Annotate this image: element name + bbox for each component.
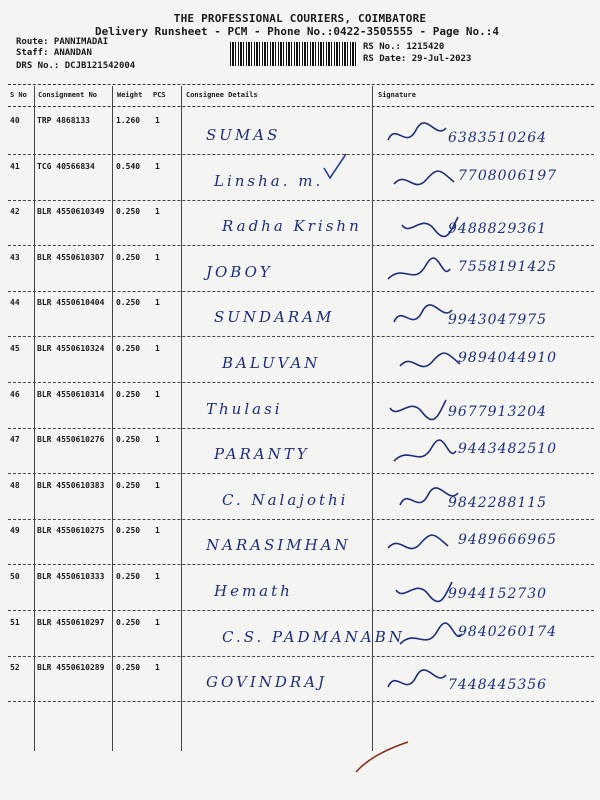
consignee-name: C. Nalajothi (222, 490, 349, 509)
consignee-name: Radha Krishn (222, 217, 362, 236)
runsheet-subtitle: Delivery Runsheet - PCM - Phone No.:0422-3505555 - Page No.:4 (95, 25, 499, 38)
rs-date: RS Date: 29-Jul-2023 (363, 54, 472, 64)
check-mark (320, 152, 350, 182)
consignment-number: BLR 4550610349 (37, 207, 105, 217)
consignment-number: BLR 4550610383 (37, 480, 105, 490)
pieces-value: 1 (155, 116, 160, 125)
weight-value: 0.250 (116, 435, 141, 445)
runsheet-row (0, 110, 600, 155)
consignee-name: C.S. PADMANABN (222, 627, 405, 646)
signature-scribble (386, 120, 456, 152)
serial-number: 50 (10, 572, 20, 581)
serial-number: 52 (10, 663, 20, 673)
signature-scribble (386, 667, 456, 699)
consignment-number: BLR 4550610297 (37, 617, 105, 627)
signature-scribble (392, 302, 462, 334)
pieces-value: 1 (155, 617, 160, 627)
consignment-number: BLR 4550610333 (37, 572, 105, 581)
signature-scribble (398, 211, 468, 243)
runsheet-row (0, 201, 600, 246)
company-title: THE PROFESSIONAL COURIERS, COIMBATORE (173, 12, 427, 25)
weight-value: 0.250 (116, 617, 141, 627)
signature-scribble (398, 622, 468, 654)
pen-mark (352, 738, 412, 778)
col-header-signature: Signature (378, 91, 416, 99)
consignee-phone: 9488829361 (448, 221, 548, 238)
consignment-number: TRP 4868133 (37, 116, 90, 125)
col-header-consignment: Consignment No (38, 91, 98, 99)
signature-scribble (386, 394, 456, 426)
serial-number: 49 (10, 526, 20, 536)
runsheet-row (0, 612, 600, 657)
weight-value: 0.540 (116, 161, 141, 171)
consignee-phone: 9677913204 (448, 403, 548, 420)
signature-scribble (392, 439, 462, 471)
consignee-name: GOVINDRAJ (206, 673, 328, 692)
pieces-value: 1 (155, 526, 160, 536)
runsheet-row (0, 247, 600, 292)
serial-number: 45 (10, 344, 20, 353)
weight-value: 0.250 (116, 663, 141, 673)
serial-number: 44 (10, 298, 20, 308)
row-divider (8, 701, 594, 702)
consignment-number: BLR 4550610314 (37, 389, 105, 399)
header-divider-bottom (8, 106, 594, 107)
serial-number: 40 (10, 116, 20, 125)
signature-scribble (386, 257, 456, 289)
runsheet-row (0, 156, 600, 201)
consignee-name: SUMAS (206, 126, 281, 144)
signature-scribble (392, 166, 462, 198)
serial-number: 51 (10, 617, 20, 627)
runsheet-row (0, 520, 600, 565)
serial-number: 46 (10, 389, 20, 399)
serial-number: 41 (10, 161, 20, 171)
serial-number: 47 (10, 435, 20, 445)
weight-value: 0.250 (116, 526, 141, 536)
weight-value: 1.260 (116, 116, 141, 125)
pieces-value: 1 (155, 480, 160, 490)
consignment-number: BLR 4550610404 (37, 298, 105, 308)
signature-scribble (392, 576, 462, 608)
pieces-value: 1 (155, 344, 160, 353)
runsheet-row (0, 429, 600, 474)
consignee-phone: 9489666965 (458, 532, 558, 549)
consignee-phone: 9943047975 (448, 312, 548, 329)
weight-value: 0.250 (116, 572, 141, 581)
consignee-name: PARANTY (214, 445, 310, 464)
weight-value: 0.250 (116, 298, 141, 308)
consignment-number: BLR 4550610289 (37, 663, 105, 673)
consignee-phone: 9842288115 (448, 494, 548, 511)
consignee-name: NARASIMHAN (206, 536, 351, 555)
signature-scribble (398, 485, 468, 517)
staff-label: Staff: ANANDAN (16, 48, 92, 58)
col-header-pcs: PCS (153, 91, 166, 99)
weight-value: 0.250 (116, 252, 141, 262)
consignee-name: JOBOY (206, 262, 273, 281)
consignee-name: Hemath (214, 582, 293, 600)
consignee-phone: 9894044910 (458, 350, 558, 366)
serial-number: 42 (10, 207, 20, 217)
col-header-weight: Weight (117, 91, 143, 99)
runsheet-row (0, 657, 600, 702)
pieces-value: 1 (155, 161, 160, 171)
consignee-phone: 9944152730 (448, 586, 548, 602)
pieces-value: 1 (155, 435, 160, 445)
serial-number: 43 (10, 252, 20, 262)
header-divider-top (8, 84, 594, 85)
consignee-name: Thulasi (206, 399, 283, 418)
consignee-phone: 7448445356 (448, 677, 548, 694)
runsheet-row (0, 338, 600, 383)
weight-value: 0.250 (116, 207, 141, 217)
barcode (230, 42, 358, 66)
weight-value: 0.250 (116, 344, 141, 353)
drs-number: DRS No.: DCJB121542004 (16, 61, 136, 71)
pieces-value: 1 (155, 298, 160, 308)
consignee-name: BALUVAN (222, 354, 321, 372)
runsheet-row (0, 475, 600, 520)
consignee-name: Linsha. m. (214, 171, 324, 190)
pieces-value: 1 (155, 389, 160, 399)
pieces-value: 1 (155, 252, 160, 262)
weight-value: 0.250 (116, 389, 141, 399)
pieces-value: 1 (155, 207, 160, 217)
consignee-phone: 9443482510 (458, 441, 558, 458)
consignment-number: BLR 4550610276 (37, 435, 105, 445)
signature-scribble (386, 530, 456, 562)
route-label: Route: PANNIMADAI (16, 37, 109, 47)
consignee-name: SUNDARAM (214, 308, 335, 327)
serial-number: 48 (10, 480, 20, 490)
rs-number: RS No.: 1215420 (363, 42, 445, 52)
consignment-number: BLR 4550610324 (37, 344, 105, 353)
weight-value: 0.250 (116, 480, 141, 490)
consignment-number: BLR 4550610307 (37, 252, 105, 262)
runsheet-row (0, 292, 600, 337)
consignment-number: BLR 4550610275 (37, 526, 105, 536)
runsheet-row (0, 384, 600, 429)
col-header-sno: S No (10, 91, 27, 99)
pieces-value: 1 (155, 572, 160, 581)
pieces-value: 1 (155, 663, 160, 673)
consignee-phone: 9840260174 (458, 623, 558, 640)
signature-scribble (398, 348, 468, 380)
consignee-phone: 6383510264 (448, 130, 548, 146)
col-header-consignee: Consignee Details (186, 91, 258, 99)
runsheet-row (0, 566, 600, 611)
consignment-number: TCG 40566834 (37, 161, 95, 171)
consignee-phone: 7708006197 (458, 167, 558, 184)
consignee-phone: 7558191425 (458, 258, 558, 275)
